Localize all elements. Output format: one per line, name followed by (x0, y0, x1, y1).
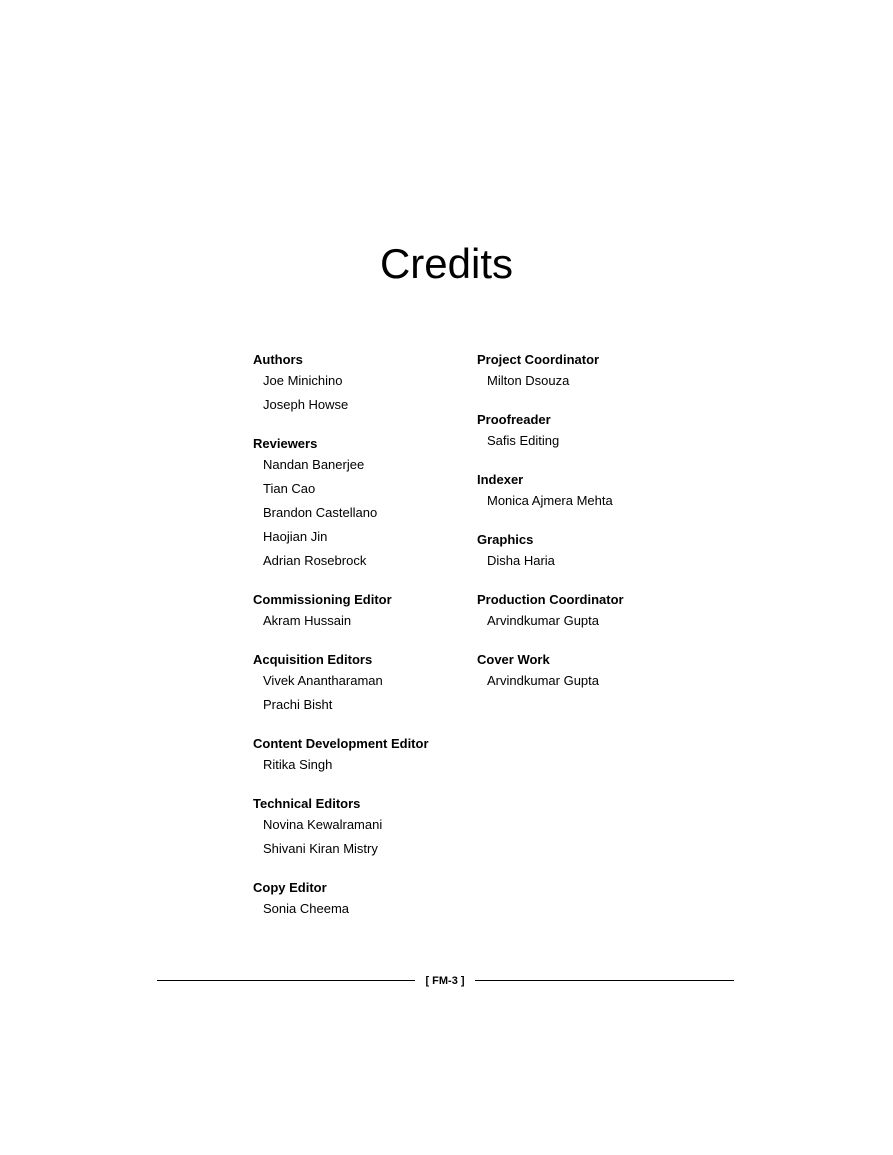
credit-name-list (253, 816, 468, 858)
credit-name: Akram Hussain (263, 613, 352, 628)
credit-name-list (253, 372, 468, 414)
credit-name-list (477, 612, 717, 630)
credit-name-list (477, 492, 717, 510)
credit-section (253, 591, 468, 630)
credits-column-right (477, 351, 717, 711)
credit-name-list (477, 552, 717, 570)
page-footer (157, 972, 734, 990)
credit-name: Safis Editing (487, 433, 560, 448)
credit-section (253, 351, 468, 414)
credit-section-heading: Commissioning Editor (253, 592, 392, 607)
credit-section (253, 651, 468, 714)
credit-section-heading: Project Coordinator (477, 352, 600, 367)
credit-name-list (253, 456, 468, 570)
credit-section (477, 351, 717, 390)
credit-section-heading: Authors (253, 352, 303, 367)
credit-section (253, 879, 468, 918)
credit-section-heading: Proofreader (477, 412, 551, 427)
credit-section (253, 795, 468, 858)
page-number: [ FM-3 ] (425, 975, 465, 987)
credit-name-list (253, 612, 468, 630)
credit-name: Haojian Jin (263, 529, 328, 544)
credit-name-list (477, 432, 717, 450)
credit-name: Tian Cao (263, 481, 316, 496)
credit-name: Ritika Singh (263, 757, 333, 772)
credit-section-heading: Graphics (477, 532, 534, 547)
credit-section-heading: Acquisition Editors (253, 652, 373, 667)
credit-name: Novina Kewalramani (263, 817, 383, 832)
credit-name: Milton Dsouza (487, 373, 570, 388)
credit-name: Vivek Anantharaman (263, 673, 383, 688)
credit-name: Arvindkumar Gupta (487, 673, 599, 688)
credit-name: Nandan Banerjee (263, 457, 365, 472)
credit-section (477, 531, 717, 570)
credit-section-heading: Production Coordinator (477, 592, 624, 607)
credit-section (477, 651, 717, 690)
credit-section-heading: Indexer (477, 472, 524, 487)
credit-section (477, 591, 717, 630)
credit-name-list (253, 756, 468, 774)
credit-section (253, 735, 468, 774)
credit-section-heading: Reviewers (253, 436, 318, 451)
credit-section-heading: Copy Editor (253, 880, 327, 895)
credit-name-list (253, 672, 468, 714)
credit-name: Brandon Castellano (263, 505, 378, 520)
credit-section-heading: Cover Work (477, 652, 550, 667)
credit-section (477, 471, 717, 510)
footer-rule-right (475, 980, 734, 981)
credit-section-heading: Technical Editors (253, 796, 361, 811)
credit-name: Sonia Cheema (263, 901, 349, 916)
credit-name: Joseph Howse (263, 397, 349, 412)
credit-name: Monica Ajmera Mehta (487, 493, 613, 508)
credit-section-heading: Content Development Editor (253, 736, 429, 751)
credit-name: Adrian Rosebrock (263, 553, 367, 568)
page-title: Credits (379, 240, 514, 287)
credit-name: Joe Minichino (263, 373, 343, 388)
credit-name-list (477, 372, 717, 390)
footer-rule-left (157, 980, 415, 981)
credit-name-list (253, 900, 468, 918)
credit-name: Arvindkumar Gupta (487, 613, 599, 628)
credit-name-list (477, 672, 717, 690)
credit-section (253, 435, 468, 570)
credit-name: Prachi Bisht (263, 697, 333, 712)
credit-name: Disha Haria (487, 553, 555, 568)
credits-column-left (253, 351, 468, 939)
credit-section (477, 411, 717, 450)
credit-name: Shivani Kiran Mistry (263, 841, 378, 856)
